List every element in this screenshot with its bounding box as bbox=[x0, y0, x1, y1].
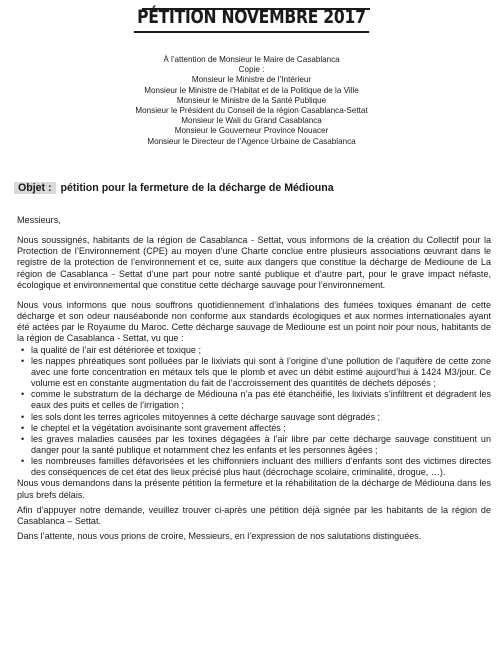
bullet-icon: • bbox=[21, 344, 25, 355]
bullet-icon: • bbox=[21, 456, 25, 467]
bullet-icon: • bbox=[21, 433, 25, 444]
letter-body bbox=[17, 215, 491, 542]
subject-line bbox=[14, 181, 334, 195]
addressee-line: Monsieur le Ministre de la Santé Publique bbox=[176, 95, 327, 105]
bullet-icon: • bbox=[21, 355, 25, 366]
addressee-line: À l’attention de Monsieur le Maire de Casablanca bbox=[163, 55, 340, 64]
list-item: • les nappes phréatiques sont polluées par le lixiviats qui sont à l’origine d’une pollution de l’aquifère de cette zone avec une forte concentration en métaux tels que le plomb et avec un débit estimé aujourd’hui à 1424 M3/jour. Ce volume est en constante augmentation du fait de l’accroissement des quantités de déchets déposés ; bbox=[21, 355, 491, 389]
paragraph-intro: Nous soussignés, habitants de la région de Casablanca - Settat, vous informons de la création du Collectif pour la Protection de l’Environnement (CPE) au moyen d’une Charte conclue entre plusieurs associations œuvrant dans le registre de la protection de l’environnement et ce, suite aux dangers que constitue la décharge de Medioune de La région de Casablanca - Settat d’une part pour notre santé publique et d’autre part, pour le grave impact néfaste, écologique et environnemental que constitue cette décharge sauvage pour l’environnement. bbox=[17, 235, 491, 290]
page-title: PÉTITION NOVEMBRE 2017 bbox=[134, 4, 369, 33]
addressee-line: Monsieur le Ministre de l’Habitat et de la Politique de la Ville bbox=[144, 85, 359, 95]
paragraph-closing: Dans l’attente, nous vous prions de croire, Messieurs, en l’expression de nos salutations distinguées. bbox=[17, 531, 422, 542]
list-item: • les graves maladies causées par les toxines dégagées à l’air libre par cette décharge sauvage constituent un danger pour la santé publique et notamment chez les enfants et les personnes âgées ; bbox=[21, 433, 491, 455]
paragraph-support: Afin d’appuyer notre demande, veuillez trouver ci-après une pétition déjà signée par les habitants de la région de Casablanca – Settat. bbox=[17, 504, 491, 526]
paragraph-complaint: Nous vous informons que nous souffrons quotidiennement d’inhalations des fumées toxiques émanant de cette décharge et son odeur nauséabonde non conforme aux standards écologiques et aux normes internationales ayant été actées par le Royaume du Maroc. Cette décharge sauvage de Medioune est un point noir pour nous, habitants de la région de Casablanca - Settat, vu que : bbox=[17, 299, 491, 344]
bullet-icon: • bbox=[21, 422, 25, 433]
bullet-icon: • bbox=[21, 389, 25, 400]
bullet-icon: • bbox=[21, 411, 25, 422]
list-item: • le cheptel et la végétation avoisinante sont gravement affectés ; bbox=[21, 422, 286, 433]
list-item: • les nombreuses familles défavorisées et les chiffonniers incluant des milliers d’enfants sont des victimes directes des conséquences de cet état des lieux précisé plus haut (décrochage scolaire, criminalité, drogue, …). bbox=[21, 456, 491, 478]
list-item: • comme le substratum de la décharge de Médiouna n’a pas été étanchéifié, les lixiviats s’infiltrent et dégradent les eaux des puits et celles de l’irrigation ; bbox=[21, 389, 491, 411]
list-item: • les sols dont les terres agricoles mitoyennes à cette décharge sauvage sont dégradés ; bbox=[21, 411, 381, 422]
addressee-line: Monsieur le Directeur de l’Agence Urbaine de Casablanca bbox=[147, 136, 356, 146]
addressee-line: Monsieur le Ministre de l’Intérieur bbox=[191, 75, 312, 85]
subject-text: pétition pour la fermeture de la décharge de Médiouna bbox=[60, 182, 334, 194]
title-block bbox=[0, 4, 503, 33]
subject-label: Objet : bbox=[14, 182, 56, 194]
addressee-line: Monsieur le Wali du Grand Casablanca bbox=[181, 116, 322, 126]
addressee-line: Monsieur le Président du Conseil de la région Casablanca-Settat bbox=[135, 106, 368, 116]
paragraph-request: Nous vous demandons dans la présente pétition la fermeture et la réhabilitation de la décharge de Médiouna dans les plus brefs délais. bbox=[17, 478, 491, 500]
addressee-line: Copie : bbox=[238, 65, 265, 75]
list-item: • la qualité de l’air est détériorée et toxique ; bbox=[21, 344, 201, 355]
addressees-block bbox=[0, 55, 503, 147]
salutation: Messieurs, bbox=[17, 215, 61, 225]
grievance-list bbox=[17, 345, 491, 479]
addressee-line: Monsieur le Gouverneur Province Nouacer bbox=[174, 126, 329, 136]
